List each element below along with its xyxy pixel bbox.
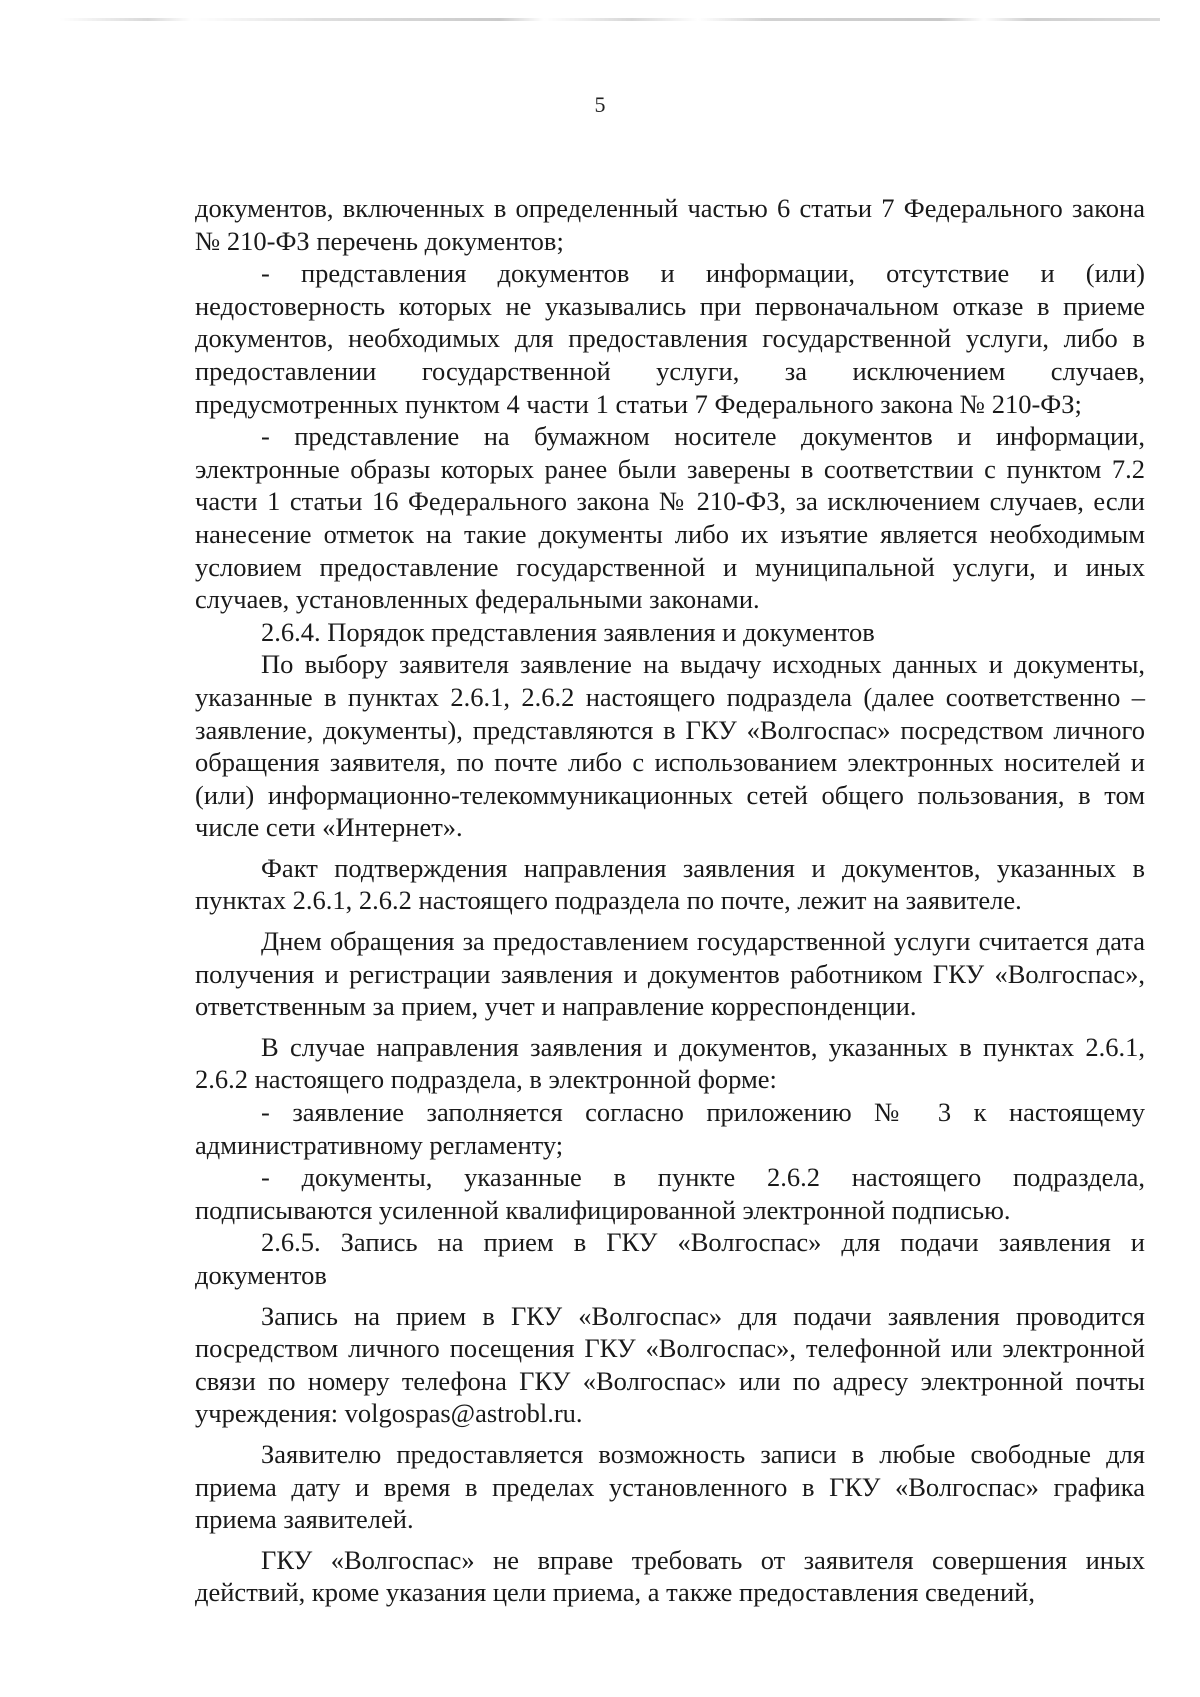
paragraph: В случае направления заявления и документов, указанных в пунктах 2.6.1, 2.6.2 настоящего подраздела, в электронной форме: [195, 1031, 1145, 1095]
paragraph: По выбору заявителя заявление на выдачу исходных данных и документы, указанные в пунктах 2.6.1, 2.6.2 настоящего подраздела (далее соответственно – заявление, документы), представляются в ГКУ «Волгоспас» посредством личного обращения заявителя, по почте либо с использованием электронных носителей и (или) информационно-телекоммуникационных сетей общего пользования, в том числе сети «Интернет». [195, 649, 1145, 843]
paragraph: Факт подтверждения направления заявления и документов, указанных в пунктах 2.6.1, 2.6.2 настоящего подраздела по почте, лежит на заявителе. [195, 852, 1145, 916]
page-number: 5 [594, 92, 606, 117]
paragraph: Днем обращения за предоставлением государственной услуги считается дата получения и регистрации заявления и документов работником ГКУ «Волгоспас», ответственным за прием, учет и направление корреспонденции. [195, 926, 1145, 1022]
document-body [195, 192, 1145, 1609]
list-item-paragraph: - представления документов и информации, отсутствие и (или) недостоверность которых не указывались при первоначальном отказе в приеме документов, необходимых для предоставления государственной услуги, либо в предоставлении государственной услуги, за исключением случаев, предусмотренных пунктом 4 части 1 статьи 7 Федерального закона № 210-ФЗ; [195, 258, 1145, 419]
paragraph: Запись на прием в ГКУ «Волгоспас» для подачи заявления проводится посредством личного посещения ГКУ «Волгоспас», телефонной или электронной связи по номеру телефона ГКУ «Волгоспас» или по адресу электронной почты учреждения: volgospas@astrobl.ru. [195, 1300, 1145, 1429]
paragraph: Заявителю предоставляется возможность записи в любые свободные для приема дату и время в пределах установленного в ГКУ «Волгоспас» графика приема заявителей. [195, 1438, 1145, 1535]
section-heading-2-6-5: 2.6.5. Запись на прием в ГКУ «Волгоспас» для подачи заявления и документов [195, 1227, 1145, 1290]
list-item-paragraph: - документы, указанные в пункте 2.6.2 настоящего подраздела, подписываются усиленной квалифицированной электронной подписью. [195, 1162, 1145, 1225]
paragraph-continuation: документов, включенных в определенный частью 6 статьи 7 Федерального закона № 210-ФЗ перечень документов; [195, 193, 1145, 256]
list-item-paragraph: - заявление заполняется согласно приложению № 3 к настоящему административному регламенту; [195, 1097, 1145, 1160]
paragraph: ГКУ «Волгоспас» не вправе требовать от заявителя совершения иных действий, кроме указания цели приема, а также предоставления сведений, [195, 1544, 1145, 1608]
list-item-paragraph: - представление на бумажном носителе документов и информации, электронные образы которых ранее были заверены в соответствии с пунктом 7.2 части 1 статьи 16 Федерального закона № 210-ФЗ, за исключением случаев, если нанесение отметок на такие документы либо их изъятие является необходимым условием предоставление государственной и муниципальной услуги, и иных случаев, установленных федеральными законами. [195, 421, 1145, 615]
section-heading-2-6-4: 2.6.4. Порядок представления заявления и документов [261, 616, 875, 647]
scan-artifact-line [60, 18, 1160, 21]
